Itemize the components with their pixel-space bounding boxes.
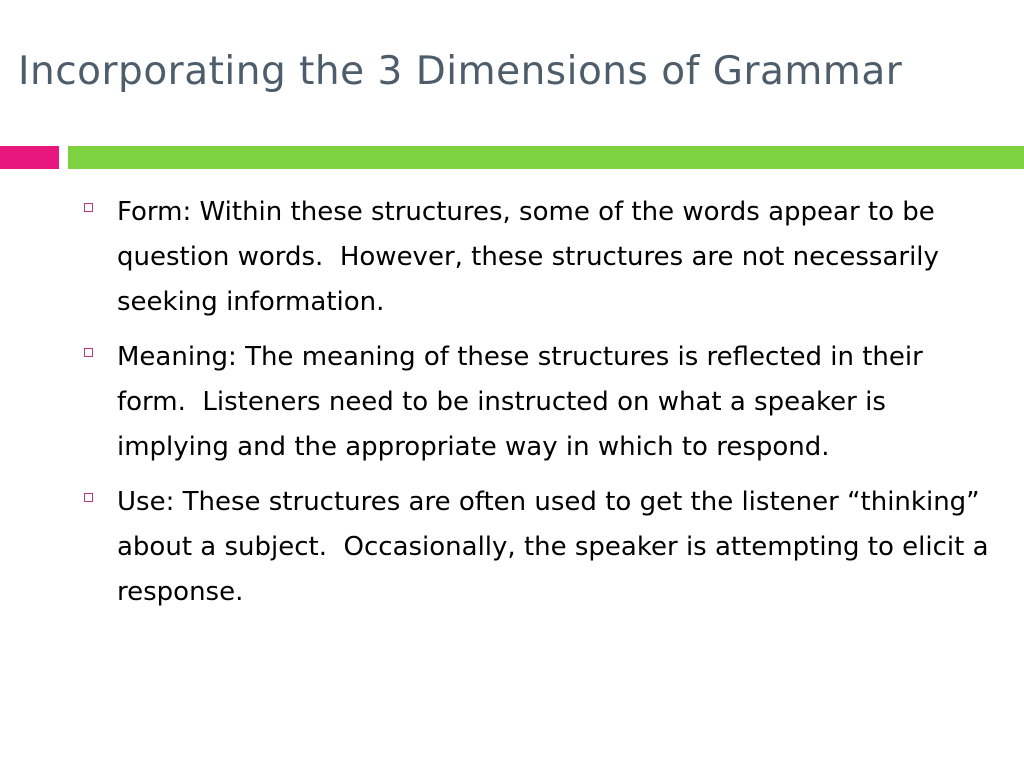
green-divider-bar	[68, 146, 1024, 169]
bullet-text-use: Use: These structures are often used to get the listener “thinking” about a subject. Occasionally, the speaker is attempting to elicit a response.	[117, 487, 997, 607]
bullet-text-meaning: Meaning: The meaning of these structures is reflected in their form. Listeners need to be instructed on what a speaker is implying and the appropriate way in which to respond.	[117, 342, 932, 462]
hollow-square-bullet-icon	[84, 493, 93, 502]
bullet-item-use	[80, 480, 997, 615]
bullet-item-meaning	[80, 335, 990, 470]
bullet-text-form: Form: Within these structures, some of the words appear to be question words. However, these structures are not necessarily seeking information.	[117, 197, 948, 317]
pink-accent-bar	[0, 146, 59, 169]
bullet-item-form	[80, 190, 990, 325]
hollow-square-bullet-icon	[84, 203, 93, 212]
slide-title: Incorporating the 3 Dimensions of Grammar	[18, 49, 903, 94]
bullet-list	[80, 190, 997, 625]
hollow-square-bullet-icon	[84, 348, 93, 357]
